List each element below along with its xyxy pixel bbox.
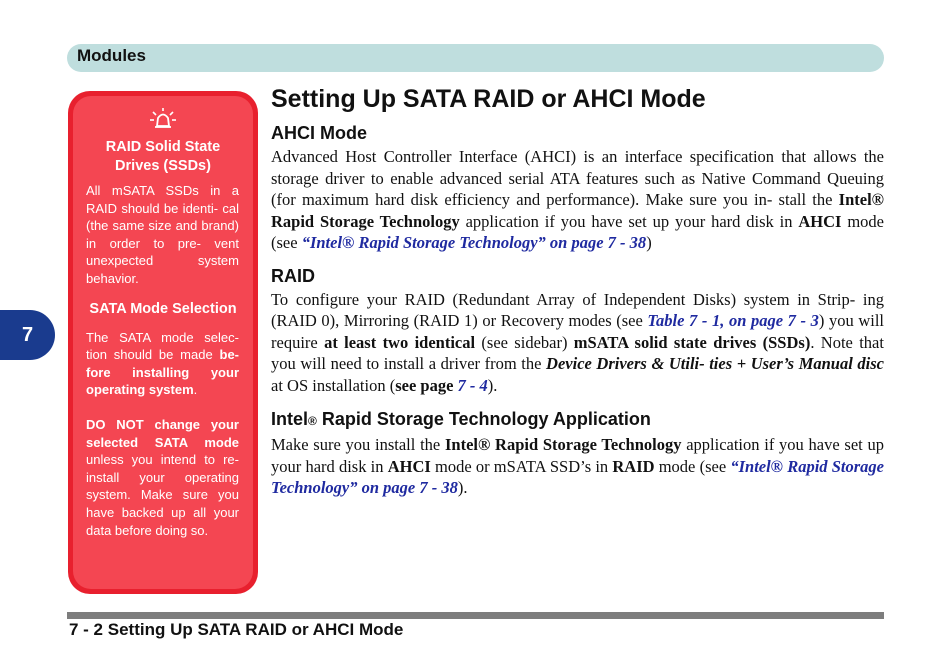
main-content — [271, 80, 884, 499]
paragraph-irst: Make sure you install the Intel® Rapid Storage Technology application if you have set up your hard disk in AHCI mode or mSATA SSD’s in RAID mode (see “Intel® Rapid Storage Technology” on page 7 - 38). — [271, 435, 884, 497]
warning-bell-icon — [148, 106, 178, 134]
sidebar-heading-ssd: RAID Solid State Drives (SSDs) — [105, 139, 221, 174]
link-irst-page[interactable]: “Intel® Rapid Storage Technology” on page 7 - 38 — [301, 233, 647, 252]
footer-rule — [67, 612, 884, 619]
header-title: Modules — [77, 46, 146, 65]
page-title: Setting Up SATA RAID or AHCI Mode — [271, 85, 706, 113]
link-irst-page-2[interactable]: “Intel® Rapid Storage Technology” on page 7 - 38 — [271, 456, 884, 497]
section-heading-raid: RAID — [271, 265, 315, 286]
section-heading-ahci: AHCI Mode — [271, 123, 367, 143]
chapter-tab[interactable]: 7 — [0, 310, 55, 360]
footer-page-label: 7 - 2 Setting Up SATA RAID or AHCI Mode — [69, 620, 404, 639]
paragraph-ahci: Advanced Host Controller Interface (AHCI) is an interface specification that allows the storage driver to enable advanced serial ATA features such as Native Command Queuing (for maximum hard disk efficiency and performance). Make sure you in- stall the Intel® Rapid Storage Technology application if you have set up your hard disk in AHCI mode (see “Intel® Rapid Storage Technology” on page 7 - 38) — [271, 147, 884, 252]
sidebar-text-warning: DO NOT change your selected SATA mode unless you intend to re- install your operating system. Make sure you have backed up all your data before doing so. — [86, 416, 239, 538]
paragraph-raid: To configure your RAID (Redundant Array of Independent Disks) system in Strip- ing (RAID 0), Mirroring (RAID 1) or Recovery modes (see Table 7 - 1, on page 7 - 3) you will require at least two identical (see sidebar) mSATA solid state drives (SSDs). Note that you will need to install a driver from the Device Drivers & Utili- ties + User’s Manual disc at OS installation (see page 7 - 4). — [271, 289, 885, 395]
sidebar-heading-sata: SATA Mode Selection — [89, 300, 237, 317]
sidebar-text-sata: The SATA mode selec- tion should be made be- fore installing your operating system. — [86, 329, 239, 398]
sidebar-text-ssd: All mSATA SSDs in a RAID should be identi- cal (the same size and brand) in order to pre- vent unexpected system behavior. — [86, 183, 239, 286]
section-heading-irst: Intel® Rapid Storage Technology Application — [271, 409, 651, 429]
link-table-7-1[interactable]: Table 7 - 1, on page 7 - 3 — [647, 311, 819, 330]
sidebar — [73, 96, 253, 589]
link-page-7-4[interactable]: 7 - 4 — [457, 375, 488, 395]
header-bar — [67, 44, 884, 72]
